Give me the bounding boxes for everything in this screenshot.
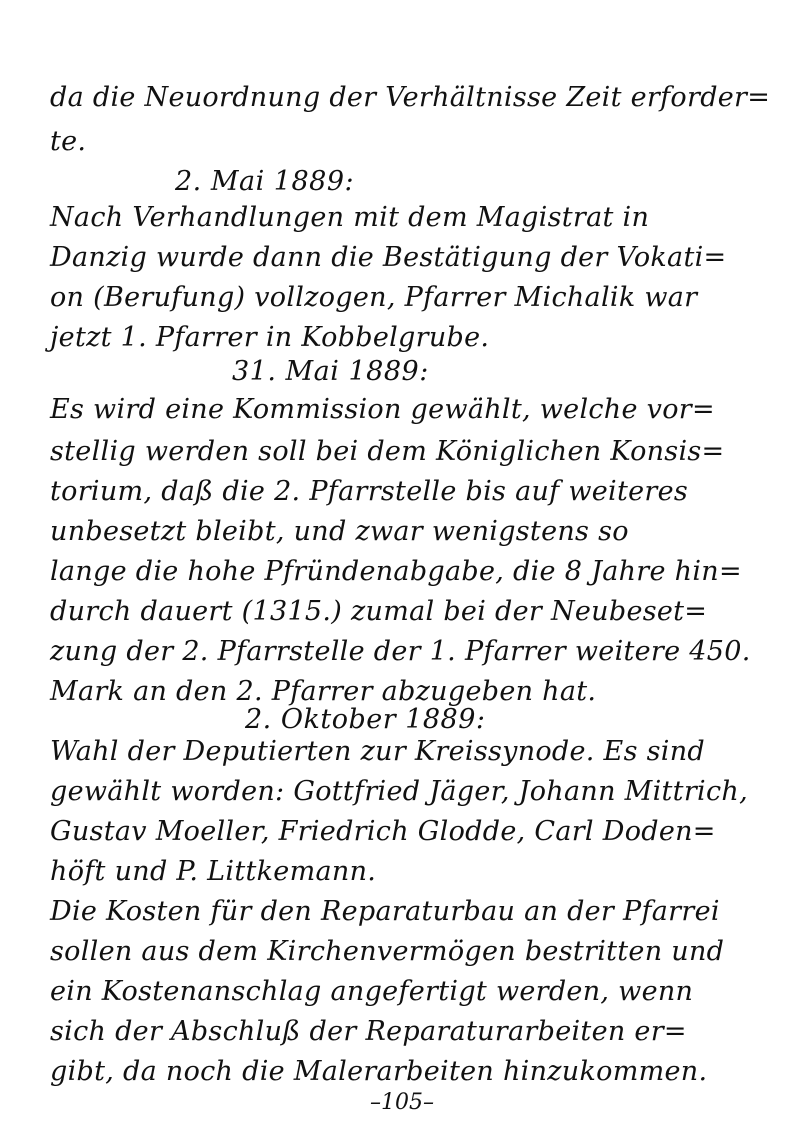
text-line-7: Es wird eine Kommission gewählt, welche vor= <box>50 394 715 425</box>
date-heading-2: 31. Mai 1889: <box>232 356 429 387</box>
text-line-19: Die Kosten für den Reparaturbau an der Pfarrei <box>50 896 720 927</box>
text-line-21: ein Kostenanschlag angefertigt werden, wenn <box>50 976 694 1007</box>
date-heading-3: 2. Oktober 1889: <box>245 704 486 735</box>
text-line-18: höft und P. Littkemann. <box>50 856 377 887</box>
text-line-10: unbesetzt bleibt, und zwar wenigstens so <box>50 516 629 547</box>
text-line-4: Danzig wurde dann die Bestätigung der Vokati= <box>50 242 727 273</box>
text-line-17: Gustav Moeller, Friedrich Glodde, Carl Doden= <box>50 816 716 847</box>
text-line-11: lange die hohe Pfründenabgabe, die 8 Jahre hin= <box>50 556 742 587</box>
text-line-5: on (Berufung) vollzogen, Pfarrer Michalik war <box>50 282 698 313</box>
text-line-1: da die Neuordnung der Verhältnisse Zeit erforder= <box>50 82 771 113</box>
text-line-8: stellig werden soll bei dem Königlichen Konsis= <box>50 436 725 467</box>
text-line-22: sich der Abschluß der Reparaturarbeiten er= <box>50 1016 687 1047</box>
text-line-16: gewählt worden: Gottfried Jäger, Johann Mittrich, <box>50 776 748 807</box>
text-line-15: Wahl der Deputierten zur Kreissynode. Es sind <box>50 736 705 767</box>
text-line-9: torium, daß die 2. Pfarrstelle bis auf weiteres <box>50 476 689 507</box>
text-line-3: Nach Verhandlungen mit dem Magistrat in <box>50 202 650 233</box>
text-line-12: durch dauert (1315.) zumal bei der Neubeset= <box>50 596 708 627</box>
text-line-6: jetzt 1. Pfarrer in Kobbelgrube. <box>50 322 490 353</box>
text-line-14: Mark an den 2. Pfarrer abzugeben hat. <box>50 676 597 707</box>
text-line-13: zung der 2. Pfarrstelle der 1. Pfarrer weitere 450. <box>50 636 751 667</box>
text-line-23: gibt, da noch die Malerarbeiten hinzukommen. <box>50 1056 708 1087</box>
date-heading-1: 2. Mai 1889: <box>175 166 355 197</box>
text-line-2: te. <box>50 126 87 157</box>
text-line-20: sollen aus dem Kirchenvermögen bestritten und <box>50 936 725 967</box>
page-number: –105– <box>370 1090 434 1115</box>
